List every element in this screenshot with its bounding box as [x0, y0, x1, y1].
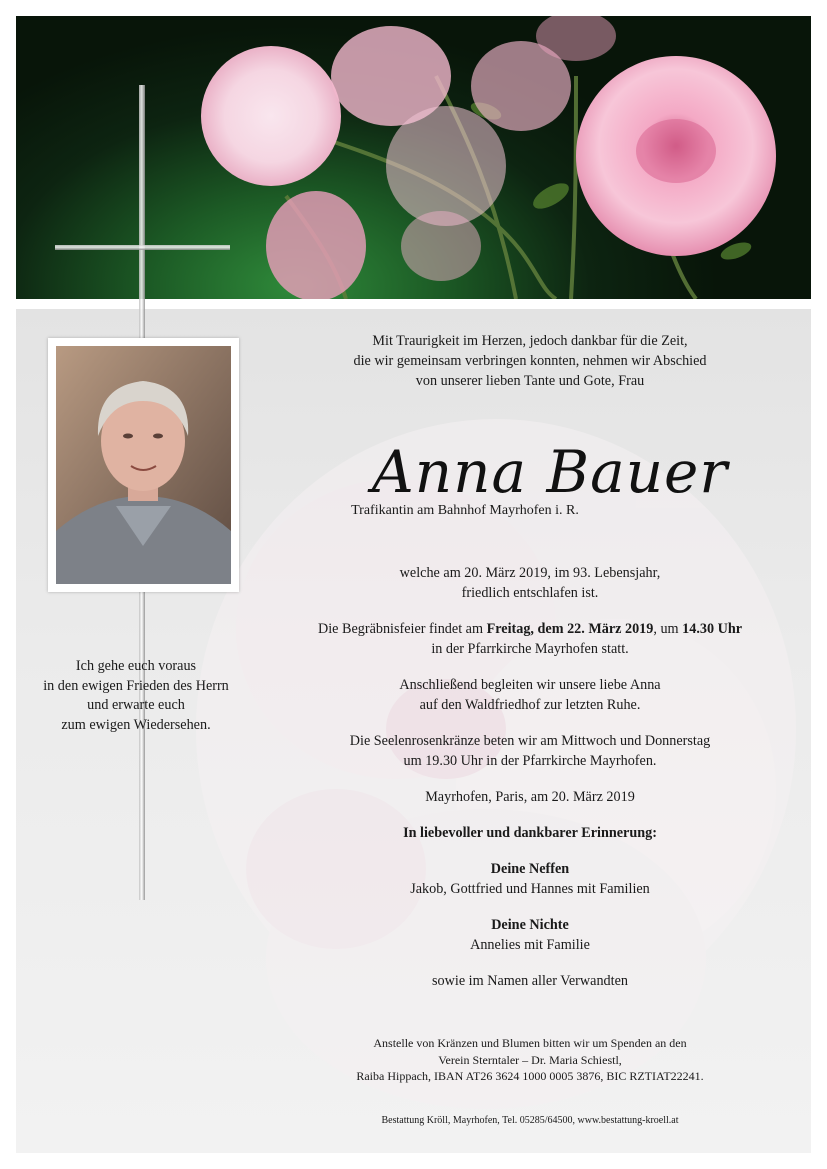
motto-line: in den ewigen Frieden des Herrn — [43, 677, 229, 694]
intro-line: Mit Traurigkeit im Herzen, jedoch dankbar für die Zeit, — [372, 333, 688, 349]
family-group — [270, 859, 790, 899]
burial-notice — [270, 675, 790, 715]
deceased-occupation: Trafikantin am Bahnhof Mayrhofen i. R. — [351, 503, 579, 518]
family-title: Deine Nichte — [491, 917, 569, 933]
portrait-photo-icon — [56, 346, 231, 584]
rosary-line: um 19.30 Uhr in der Pfarrkirche Mayrhofen. — [403, 753, 657, 769]
burial-line: Anschließend begleiten wir unsere liebe Anna — [399, 677, 661, 693]
place-date: Mayrhofen, Paris, am 20. März 2019 — [425, 789, 635, 805]
memory-heading — [270, 823, 790, 843]
deceased-name: Anna Bauer — [371, 438, 729, 506]
memory-heading-text: In liebevoller und dankbarer Erinnerung: — [403, 825, 657, 841]
donation-line: Raiba Hippach, IBAN AT26 3624 1000 0005 3876, BIC RZTIAT22241. — [356, 1069, 704, 1083]
rosary-line: Die Seelenrosenkränze beten wir am Mittwoch und Donnerstag — [349, 733, 711, 749]
header-roses-image — [16, 16, 811, 299]
family-names: Annelies mit Familie — [470, 937, 590, 953]
obituary-body — [270, 563, 790, 1007]
motto-line: und erwarte euch — [87, 697, 185, 713]
funeral-middle: , um — [653, 621, 683, 637]
funeral-notice — [270, 619, 790, 659]
family-title: Deine Neffen — [490, 861, 570, 877]
funeral-location: in der Pfarrkirche Mayrhofen statt. — [431, 641, 629, 657]
donation-line: Verein Sterntaler – Dr. Maria Schiestl, — [438, 1052, 622, 1067]
death-line: welche am 20. März 2019, im 93. Lebensjahr, — [399, 565, 661, 581]
funeral-time: 14.30 Uhr — [682, 621, 743, 637]
funeral-prefix: Die Begräbnisfeier findet am — [317, 621, 487, 637]
roses-photo-icon — [16, 16, 811, 299]
motto-text — [16, 657, 256, 735]
intro-text — [290, 331, 770, 391]
donation-line: Anstelle von Kränzen und Blumen bitten wir um Spenden an den — [373, 1036, 687, 1050]
funeral-home-footer: Bestattung Kröll, Mayrhofen, Tel. 05285/64500, www.bestattung-kroell.at — [381, 1115, 679, 1126]
motto-line: Ich gehe euch voraus — [75, 658, 197, 674]
intro-line: von unserer lieben Tante und Gote, Frau — [415, 373, 645, 389]
cross-bar — [55, 245, 230, 250]
relatives: sowie im Namen aller Verwandten — [432, 973, 628, 989]
death-notice — [270, 563, 790, 603]
death-line: friedlich entschlafen ist. — [461, 585, 599, 601]
motto-line: zum ewigen Wiedersehen. — [61, 716, 211, 733]
family-names: Jakob, Gottfried und Hannes mit Familien — [410, 881, 650, 897]
burial-line: auf den Waldfriedhof zur letzten Ruhe. — [419, 697, 641, 713]
family-group — [270, 915, 790, 955]
portrait-frame — [48, 338, 239, 592]
rosary-notice — [270, 731, 790, 771]
donation-note — [300, 1035, 760, 1085]
intro-line: die wir gemeinsam verbringen konnten, nehmen wir Abschied — [353, 353, 707, 369]
funeral-date: Freitag, dem 22. März 2019 — [486, 621, 654, 637]
